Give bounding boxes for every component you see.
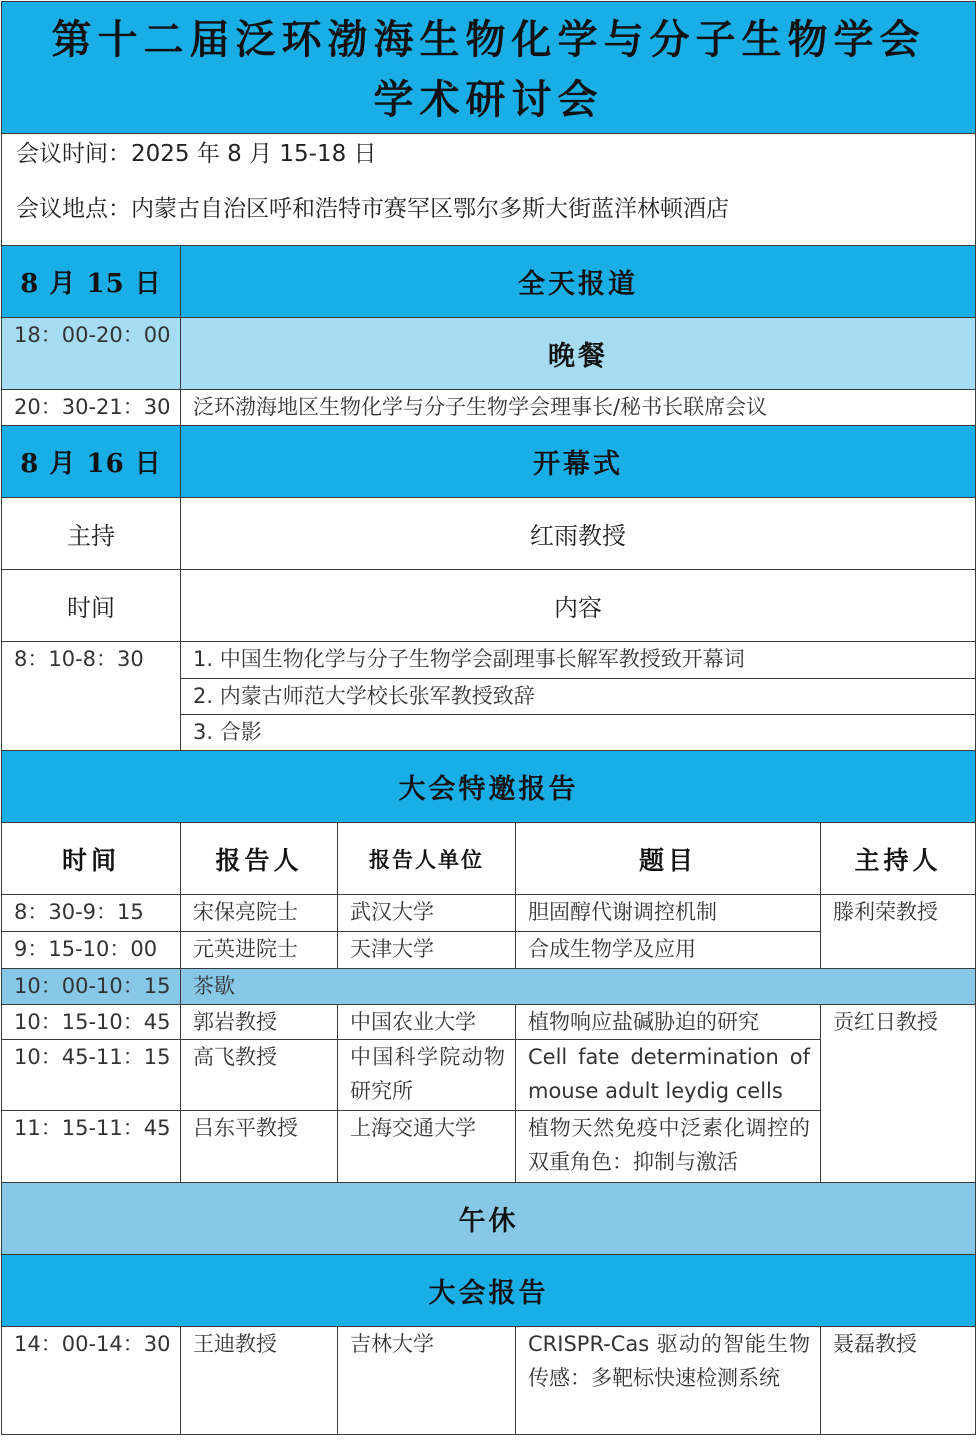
row-time: 10：45-11：15 xyxy=(2,1040,181,1111)
row-host: 聂磊教授 xyxy=(821,1327,976,1435)
row-host: 贡红日教授 xyxy=(821,1005,976,1183)
meeting-place: 会议地点：内蒙古自治区呼和浩特市赛罕区鄂尔多斯大街蓝洋林顿酒店 xyxy=(16,196,729,222)
tea-break-label: 茶歇 xyxy=(181,969,976,1005)
col-header-time: 时间 xyxy=(2,823,181,895)
row-topic: 胆固醇代谢调控机制 xyxy=(516,895,821,932)
plenary-heading: 大会特邀报告 xyxy=(2,751,976,823)
row-speaker: 宋保亮院士 xyxy=(181,895,338,932)
col-header-topic: 题目 xyxy=(516,823,821,895)
row-host: 滕利荣教授 xyxy=(821,895,976,969)
tea-break-time: 10：00-10：15 xyxy=(2,969,181,1005)
col-header-speaker: 报告人 xyxy=(181,823,338,895)
row-unit: 武汉大学 xyxy=(338,895,516,932)
row-time: 9：15-10：00 xyxy=(2,932,181,969)
row-unit: 上海交通大学 xyxy=(338,1111,516,1183)
table-row xyxy=(2,1327,976,1435)
content-label: 内容 xyxy=(181,570,976,642)
dinner-label: 晚餐 xyxy=(181,318,976,390)
row-unit: 天津大学 xyxy=(338,932,516,969)
opening-item: 1. 中国生物化学与分子生物学会副理事长解军教授致开幕词 xyxy=(181,642,976,679)
page-title: 第十二届泛环渤海生物化学与分子生物学会学术研讨会 xyxy=(51,15,926,123)
row-topic: Cell fate determination of mouse adult leydig cells xyxy=(516,1040,821,1111)
table-row xyxy=(2,1005,976,1040)
opening-item: 3. 合影 xyxy=(181,715,976,751)
host-value: 红雨教授 xyxy=(181,498,976,570)
row-unit: 中国农业大学 xyxy=(338,1005,516,1040)
row-speaker: 元英进院士 xyxy=(181,932,338,969)
row-time: 14：00-14：30 xyxy=(2,1327,181,1435)
conference-heading: 大会报告 xyxy=(2,1255,976,1327)
row-unit: 中国科学院动物研究所 xyxy=(338,1040,516,1111)
day1-heading: 全天报道 xyxy=(181,246,976,318)
row-unit: 吉林大学 xyxy=(338,1327,516,1435)
opening-time: 8：10-8：30 xyxy=(2,642,181,751)
day2-heading: 开幕式 xyxy=(181,426,976,498)
row-topic: 合成生物学及应用 xyxy=(516,932,821,969)
row-topic: 植物天然免疫中泛素化调控的双重角色：抑制与激活 xyxy=(516,1111,821,1183)
col-header-host: 主持人 xyxy=(821,823,976,895)
row-topic: 植物响应盐碱胁迫的研究 xyxy=(516,1005,821,1040)
row-time: 10：15-10：45 xyxy=(2,1005,181,1040)
info-cell xyxy=(2,134,976,246)
day2-date: 8 月 16 日 xyxy=(2,426,181,498)
row-time: 8：30-9：15 xyxy=(2,895,181,932)
col-header-unit: 报告人单位 xyxy=(338,823,516,895)
row-topic: CRISPR-Cas 驱动的智能生物传感：多靶标快速检测系统 xyxy=(516,1327,821,1435)
opening-item: 2. 内蒙古师范大学校长张军教授致辞 xyxy=(181,679,976,715)
lunch-break: 午休 xyxy=(2,1183,976,1255)
row-speaker: 郭岩教授 xyxy=(181,1005,338,1040)
host-label: 主持 xyxy=(2,498,181,570)
row-time: 11：15-11：45 xyxy=(2,1111,181,1183)
time-label: 时间 xyxy=(2,570,181,642)
row-speaker: 高飞教授 xyxy=(181,1040,338,1111)
meeting-time: 会议时间：2025 年 8 月 15-18 日 xyxy=(16,141,377,167)
day1-date: 8 月 15 日 xyxy=(2,246,181,318)
row-speaker: 王迪教授 xyxy=(181,1327,338,1435)
table-row xyxy=(2,895,976,932)
row-speaker: 吕东平教授 xyxy=(181,1111,338,1183)
joint-meeting-content: 泛环渤海地区生物化学与分子生物学会理事长/秘书长联席会议 xyxy=(181,390,976,426)
schedule-table xyxy=(1,1,976,1435)
dinner-time: 18：00-20：00 xyxy=(2,318,181,390)
joint-meeting-time: 20：30-21：30 xyxy=(2,390,181,426)
title-cell xyxy=(2,2,976,134)
